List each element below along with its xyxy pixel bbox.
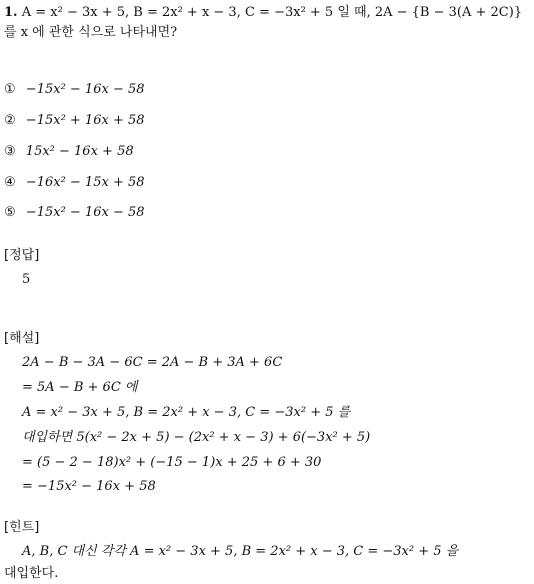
choice-5-mark: ⑤	[4, 205, 16, 220]
choice-1-text: −15x² − 16x − 58	[25, 82, 145, 97]
hint-label: [힌트]	[4, 520, 40, 535]
solution-line-5: = (5 − 2 − 18)x² + (−15 − 1)x + 25 + 6 + 30	[22, 455, 322, 470]
choice-3-text: 15x² − 16x + 58	[25, 144, 134, 159]
question-line-1	[4, 5, 522, 22]
solution-line-3: A = x² − 3x + 5, B = 2x² + x − 3, C = −3x² + 5 를	[22, 405, 351, 420]
choice-2-text: −15x² + 16x + 58	[25, 113, 145, 128]
solution-line-1: 2A − B − 3A − 6C = 2A − B + 3A + 6C	[22, 355, 283, 370]
answer-value: 5	[22, 272, 31, 287]
choice-5[interactable]	[4, 205, 145, 222]
question-text-1: A = x² − 3x + 5, B = 2x² + x − 3, C = −3x² + 5 일 때, 2A − {B − 3(A + 2C)}	[21, 5, 523, 20]
choice-4-text: −16x² − 15x + 58	[25, 175, 145, 190]
solution-line-4: 대입하면 5(x² − 2x + 5) − (2x² + x − 3) + 6(−3x² + 5)	[22, 430, 371, 445]
choice-1-mark: ①	[4, 82, 16, 97]
question-text-2: 를 x 에 관한 식으로 나타내면?	[4, 25, 178, 40]
hint-line-2: 대입한다.	[4, 566, 59, 581]
solution-label: [해설]	[4, 331, 40, 346]
question-number: 1.	[4, 5, 18, 20]
choice-4-mark: ④	[4, 175, 16, 190]
choice-5-text: −15x² − 16x − 58	[25, 205, 145, 220]
choice-4[interactable]	[4, 175, 145, 192]
hint-line-1: A, B, C 대신 각각 A = x² − 3x + 5, B = 2x² + x − 3, C = −3x² + 5 을	[22, 544, 459, 559]
choice-2[interactable]	[4, 113, 145, 130]
answer-label: [정답]	[4, 248, 40, 263]
choice-3-mark: ③	[4, 144, 16, 159]
choice-1[interactable]	[4, 82, 145, 99]
solution-line-6: = −15x² − 16x + 58	[22, 479, 156, 494]
choice-2-mark: ②	[4, 113, 16, 128]
solution-line-2: = 5A − B + 6C 에	[22, 380, 138, 395]
choice-3[interactable]	[4, 144, 134, 161]
